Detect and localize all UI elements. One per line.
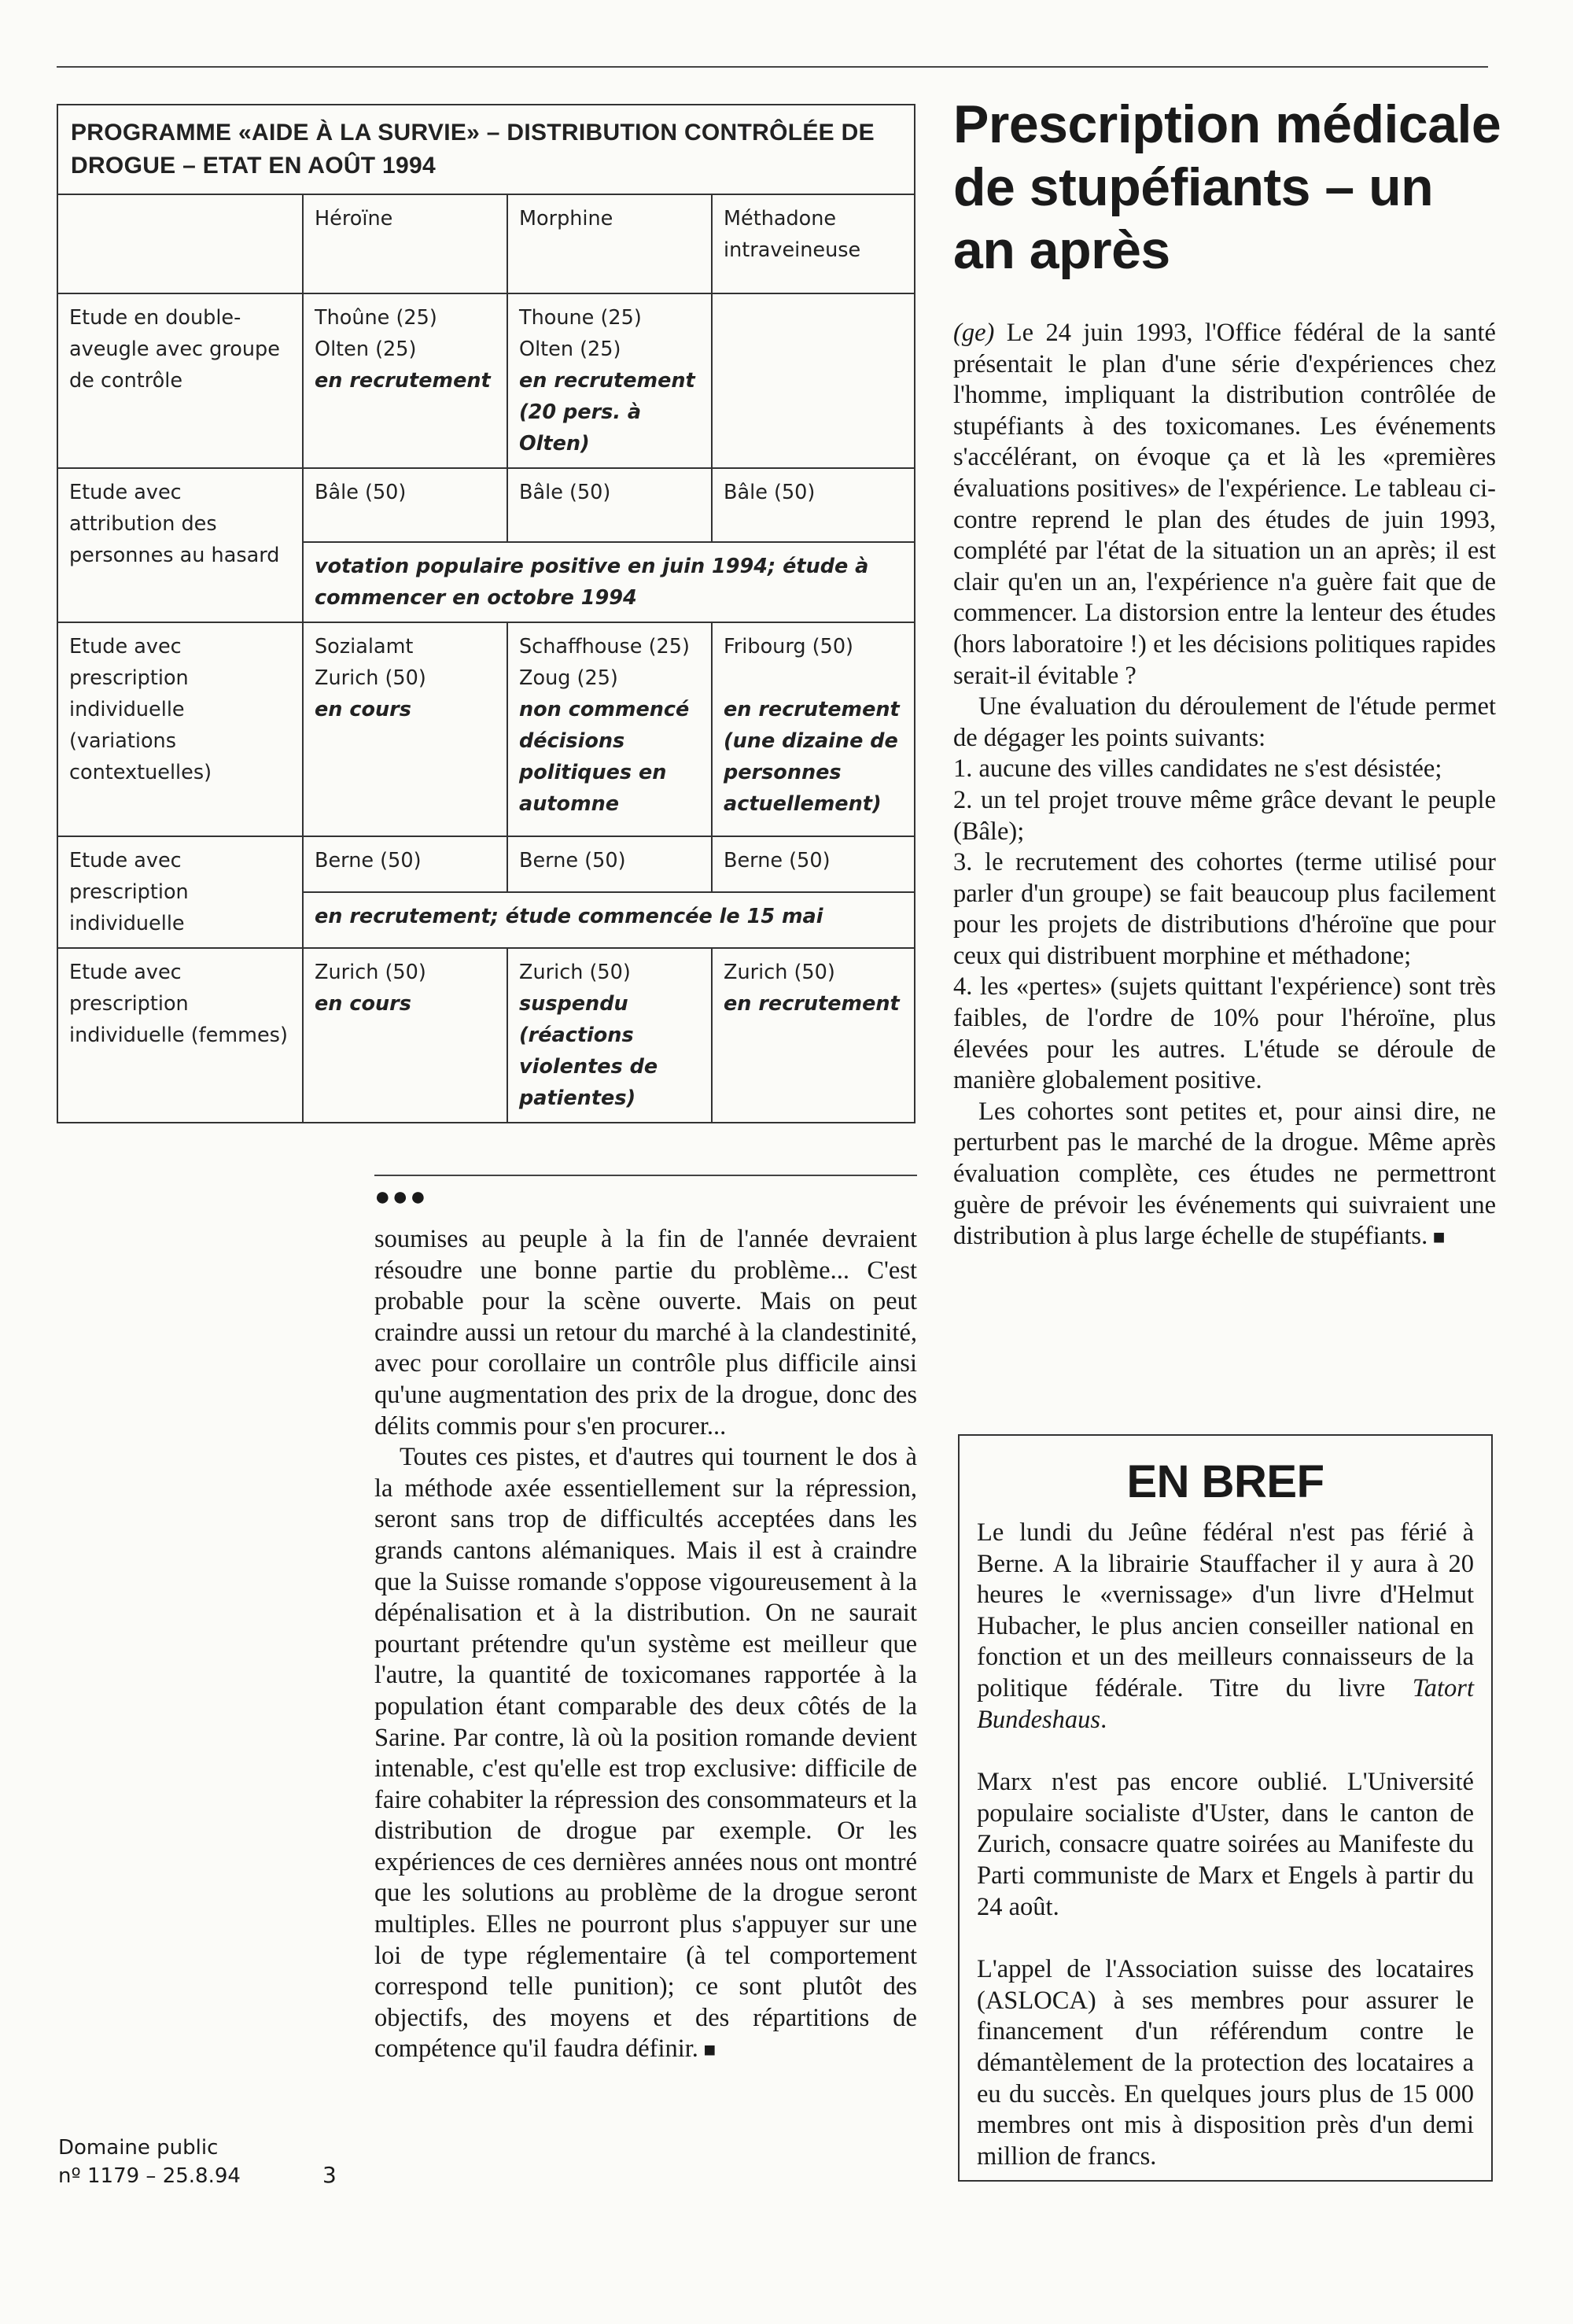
en-bref-title: EN BREF	[1126, 1456, 1324, 1507]
row-label: Etude avec prescription individuelle	[57, 836, 303, 948]
en-bref-item	[977, 1518, 1474, 1736]
cell-methadone	[712, 622, 915, 836]
cell-place: Zurich (50)	[724, 961, 835, 984]
table-row	[57, 468, 915, 542]
article-body	[953, 318, 1496, 1253]
cell-status: en recrutement	[315, 369, 491, 393]
cell-status: en recrutement (une dizaine de personnes actuellement)	[724, 698, 900, 816]
cell-status: non commencé décisions politiques en automne	[519, 698, 690, 816]
cell-methadone: Bâle (50)	[712, 468, 915, 542]
book-title: Tatort Bundeshaus	[977, 1673, 1474, 1734]
table-row	[57, 293, 915, 468]
en-bref-item: Marx n'est pas encore oublié. L'Université populaire socialiste d'Uster, dans le canton de Zurich, consacre quatre soirées au Manifeste du Parti communiste de Marx et Engels à partir du 24 août.	[977, 1768, 1474, 1921]
article-paragraph	[953, 1097, 1496, 1253]
cell-place: Thoûne (25)	[315, 306, 437, 330]
programme-table	[57, 104, 915, 1123]
continuation-body	[374, 1224, 917, 2066]
article-headline: Prescription médicale de stupéfiants – un an après	[953, 94, 1501, 280]
article-closing: Les cohortes sont petites et, pour ainsi dire, ne perturbent pas le marché de la drogue. Même après évaluation complète, ces études ne permettront guère de prévoir les événements qui suivraient une distribution à plus large échelle de stupéfiants. ■	[953, 1097, 1496, 1250]
cell-place: Sozialamt	[315, 635, 414, 658]
continuation-paragraph-text: Toutes ces pistes, et d'autres qui tournent le dos à la méthode axée essentiellement sur la répression, seront sans trop de difficultés acceptées dans les grands cantons alémaniques. Mais il est à craindre que la Suisse romande s'oppose vigoureusement à la dépénalisation et à la distribution. On ne saurait pourtant prétendre qu'un système est meilleur que l'autre, la quantité de toxicomanes rapportée à la population étant comparable des deux côtés de la Sarine. Par contre, là où la position romande devient intenable, c'est qu'elle est trop exclusive: difficile de faire cohabiter la répression des consommateurs et la distribution de drogue par exemple. Or les expériences de ces dernières années nous ont montré que les solutions au problème de la drogue seront multiples. Elles ne pourront plus s'appuyer sur une loi de type réglementaire (à tel comportement correspond telle punition); ce sont plutôt des objectifs, des moyens et des répartitions de compétence qu'il faudra définir. ■	[374, 1443, 917, 2063]
byline: (ge)	[953, 319, 995, 347]
cell-heroine: Berne (50)	[303, 836, 507, 892]
cell-heroine	[303, 622, 507, 836]
cell-morphine	[507, 293, 712, 468]
row-label: Etude en double-aveugle avec groupe de contrôle	[57, 293, 303, 468]
publication-name: Domaine public	[58, 2136, 219, 2160]
cell-methadone	[712, 293, 915, 468]
table-row	[57, 622, 915, 836]
table-header-heroine: Héroïne	[303, 194, 507, 293]
cell-place: Zurich (50)	[315, 666, 426, 690]
cell-place: Zoug (25)	[519, 666, 618, 690]
continuation-paragraph	[374, 1442, 917, 2066]
en-bref-item-text: Le lundi du Jeûne fédéral n'est pas férié à Berne. A la librairie Stauffacher il y aura à 20 heures le «vernissage» d'un livre d'Helmut Hubacher, le plus ancien conseiller national en fonction et un des meilleurs connaisseurs de la politique fédérale. Titre du livre	[977, 1518, 1474, 1702]
article-paragraph: Une évaluation du déroulement de l'étude permet de dégager les points suivants:	[953, 692, 1496, 752]
cell-status: en cours	[315, 992, 411, 1016]
continuation-paragraph: soumises au peuple à la fin de l'année devraient résoudre une bonne partie du problème... C'est probable pour la scène ouverte. Mais on peut craindre aussi un retour du marché à la clandestinité, avec pour corollaire un contrôle plus difficile ainsi qu'une augmentation des prix de la drogue, donc des délits commis pour s'en procurer...	[374, 1225, 917, 1441]
cell-place: Thoune (25)	[519, 306, 642, 330]
cell-status: suspendu (réactions violentes de patientes)	[519, 992, 658, 1110]
list-item: 1. aucune des villes candidates ne s'est désistée;	[953, 754, 1442, 784]
en-bref-item-end: .	[1100, 1705, 1107, 1734]
cell-status: en recrutement (20 pers. à Olten)	[519, 369, 695, 456]
cell-spacer	[724, 662, 903, 694]
continuation-rule	[374, 1175, 917, 1176]
list-item: 4. les «pertes» (sujets quittant l'expérience) sont très faibles, de l'ordre de 10% pour l'héroïne, plus élevées pour les autres. L'étude se déroule de manière globalement positive.	[953, 972, 1496, 1095]
cell-morphine: Berne (50)	[507, 836, 712, 892]
cell-status: en recrutement	[724, 992, 900, 1016]
cell-place: Schaffhouse (25)	[519, 635, 690, 658]
page-number: 3	[322, 2162, 337, 2188]
row-label: Etude avec prescription individuelle (variations contextuelles)	[57, 622, 303, 836]
cell-heroine: Bâle (50)	[303, 468, 507, 542]
table-row	[57, 836, 915, 892]
table-row	[57, 948, 915, 1123]
footer-publication	[58, 2134, 241, 2190]
merged-status: en recrutement; étude commencée le 15 mai	[303, 892, 915, 948]
table-header-morphine: Morphine	[507, 194, 712, 293]
top-rule	[57, 66, 1488, 68]
cell-place: Zurich (50)	[315, 961, 426, 984]
cell-methadone	[712, 948, 915, 1123]
cell-morphine	[507, 948, 712, 1123]
row-label: Etude avec attribution des personnes au hasard	[57, 468, 303, 622]
table-header-methadone: Méthadone intraveineuse	[712, 194, 915, 293]
cell-heroine	[303, 948, 507, 1123]
cell-place: Olten (25)	[519, 338, 621, 361]
table-caption: PROGRAMME «AIDE À LA SURVIE» – DISTRIBUTION CONTRÔLÉE DE DROGUE – ETAT EN AOÛT 1994	[57, 105, 915, 194]
issue-number: nº 1179 – 25.8.94	[58, 2164, 241, 2188]
cell-morphine	[507, 622, 712, 836]
list-item: 2. un tel projet trouve même grâce devant le peuple (Bâle);	[953, 785, 1496, 846]
article-paragraph-text: Le 24 juin 1993, l'Office fédéral de la santé présentait le plan d'une série d'expériences chez l'homme, impliquant la distribution contrôlée de stupéfiants à des toxicomanes. Les événements s'accélérant, on évoque ça et là les «premières évaluations positives» de l'expérience. Le tableau ci-contre reprend le plan des études de juin 1993, complété par l'état de la situation un an après; il est clair qu'en un an, l'expérience n'a guère fait que de commencer. La distorsion entre la lenteur des études (hors laboratoire !) et les décisions politiques rapides serait-il évitable ?	[953, 319, 1496, 690]
list-item: 3. le recrutement des cohortes (terme utilisé pour parler d'un groupe) se fait beaucoup plus facilement pour les projets de distributions d'héroïne que pour ceux qui distribuent morphine et méthadone;	[953, 848, 1496, 970]
cell-heroine	[303, 293, 507, 468]
row-label: Etude avec prescription individuelle (femmes)	[57, 948, 303, 1123]
continuation-marker: ●●●	[374, 1182, 428, 1212]
cell-place: Olten (25)	[315, 338, 417, 361]
article-paragraph	[953, 318, 1496, 692]
table-header-empty	[57, 194, 303, 293]
cell-place: Fribourg (50)	[724, 635, 854, 658]
cell-methadone: Berne (50)	[712, 836, 915, 892]
cell-morphine: Bâle (50)	[507, 468, 712, 542]
en-bref-item: L'appel de l'Association suisse des locataires (ASLOCA) à ses membres pour assurer le financement d'un référendum contre le démantèlement de la protection des locataires a eu du succès. En quelques jours plus de 15 000 membres ont mis à disposition près d'un demi million de francs.	[977, 1955, 1474, 2171]
merged-status: votation populaire positive en juin 1994; étude à commencer en octobre 1994	[303, 542, 915, 622]
cell-status: en cours	[315, 698, 411, 721]
en-bref-box	[958, 1434, 1493, 2182]
cell-place: Zurich (50)	[519, 961, 631, 984]
